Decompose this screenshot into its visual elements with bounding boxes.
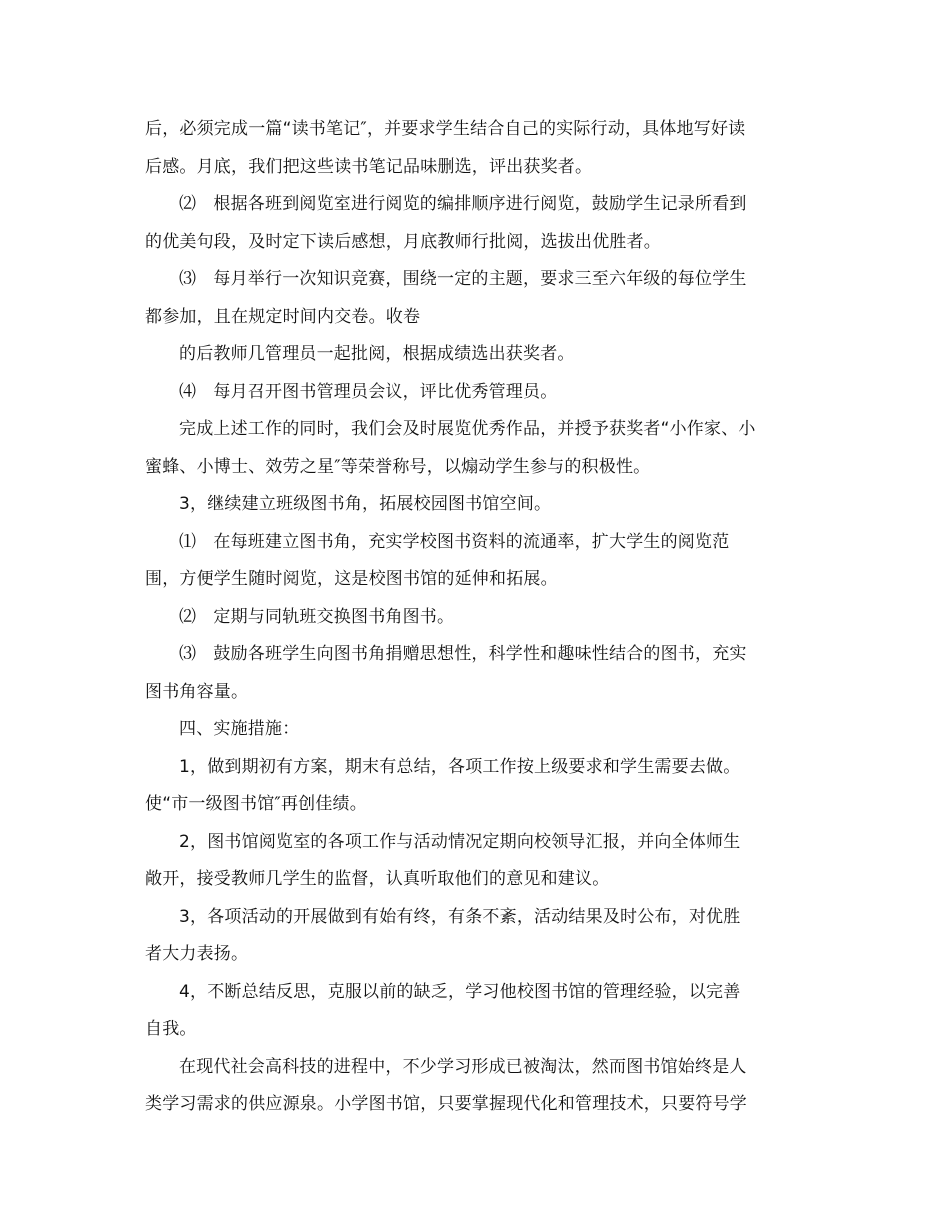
text-line: ⑴ 在每班建立图书角，充实学校图书资料的流通率，扩大学生的阅览范 xyxy=(179,531,730,552)
text-line: 4，不断总结反思，克服以前的缺乏，学习他校图书馆的管理经验，以完善 xyxy=(179,981,741,1002)
text-line: ⑵ 定期与同轨班交换图书角图书。 xyxy=(179,606,455,627)
text-line: 蜜蜂、小博士、效劳之星″等荣誉称号，以煽动学生参与的积极性。 xyxy=(145,456,651,477)
text-line: ⑵ 根据各班到阅览室进行阅览的编排顺序进行阅览，鼓励学生记录所看到 xyxy=(179,194,747,214)
text-line: ⑷ 每月召开图书管理员会议，评比优秀管理员。 xyxy=(179,381,558,402)
text-line: ⑶ 每月举行一次知识竞赛，围绕一定的主题，要求三至六年级的每位学生 xyxy=(179,269,747,289)
text-line: 的后教师几管理员一起批阅，根据成绩选出获奖者。 xyxy=(179,344,575,364)
text-line: 敞开，接受教师几学生的监督，认真听取他们的意见和建议。 xyxy=(145,869,610,889)
text-line: 3，各项活动的开展做到有始有终，有条不紊，活动结果及时公布，对优胜 xyxy=(179,906,741,927)
text-line: 类学习需求的供应源泉。小学图书馆，只要掌握现代化和管理技术，只要符号学 xyxy=(145,1094,747,1114)
text-line: 后，必须完成一篇“读书笔记″，并要求学生结合自己的实际行动，具体地写好读 xyxy=(145,119,746,139)
text-line: 在现代社会高科技的进程中，不少学习形成已被淘汰，然而图书馆始终是人 xyxy=(179,1056,747,1077)
text-line: 后感。月底，我们把这些读书笔记品味删选，评出获奖者。 xyxy=(145,156,593,177)
body-text xyxy=(145,111,810,1124)
text-line: 围，方便学生随时阅览，这是校图书馆的延伸和拓展。 xyxy=(145,569,558,589)
text-line: ⑶ 鼓励各班学生向图书角捐赠思想性，科学性和趣味性结合的图书，充实 xyxy=(179,644,747,664)
text-line: 图书角容量。 xyxy=(145,681,249,702)
text-line: 都参加，且在规定时间内交卷。收卷 xyxy=(145,306,421,327)
section-heading: 四、实施措施： xyxy=(179,719,300,739)
text-line: 使“市一级图书馆″再创佳绩。 xyxy=(145,794,367,814)
text-line: 3，继续建立班级图书角，拓展校园图书馆空间。 xyxy=(179,494,552,514)
text-line: 2，图书馆阅览室的各项工作与活动情况定期向校领导汇报，并向全体师生 xyxy=(179,831,741,852)
text-line: 者大力表扬。 xyxy=(145,944,249,964)
text-line: 自我。 xyxy=(145,1019,197,1039)
text-line: 的优美句段，及时定下读后感想，月底教师行批阅，选拔出优胜者。 xyxy=(145,231,661,252)
text-line: 完成上述工作的同时，我们会及时展览优秀作品，并授予获奖者“小作家、小 xyxy=(179,419,756,439)
text-line: 1，做到期初有方案，期末有总结，各项工作按上级要求和学生需要去做。 xyxy=(179,756,741,777)
